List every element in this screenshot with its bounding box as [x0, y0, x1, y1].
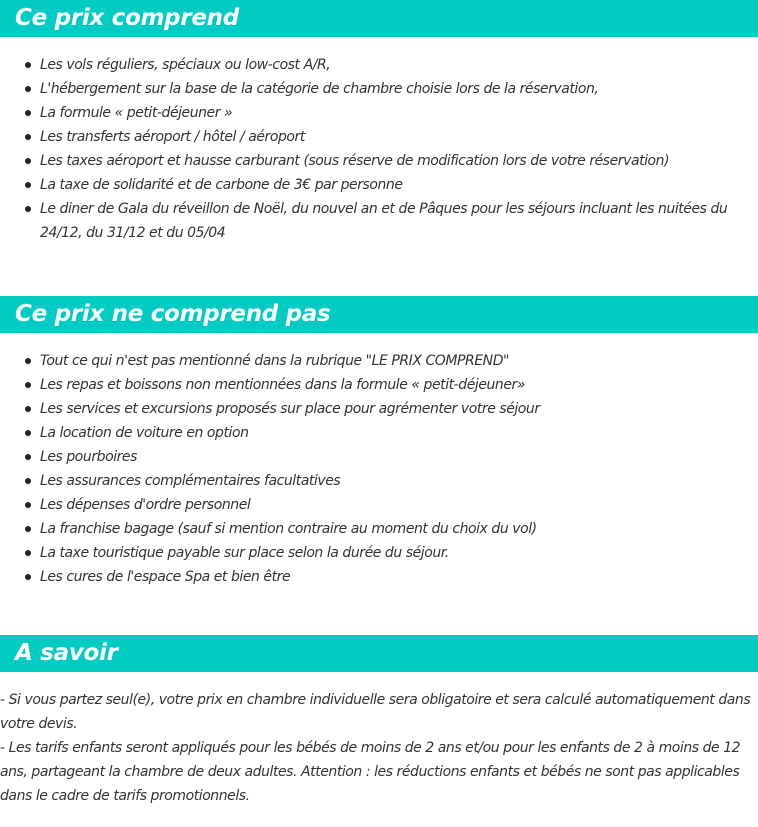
excluded-section-title: Ce prix ne comprend pas [0, 296, 758, 333]
excluded-list [0, 349, 758, 589]
list-item-text: Les repas et boissons non mentionnées dans la formule « petit-déjeuner» [40, 377, 525, 393]
list-item [0, 125, 758, 149]
list-item [0, 349, 758, 373]
list-item-text: La taxe de solidarité et de carbone de 3€ par personne [40, 177, 403, 193]
list-item-text: Les services et excursions proposés sur place pour agrémenter votre séjour [40, 401, 540, 417]
list-item-text: Le diner de Gala du réveillon de Noël, du nouvel an et de Pâques pour les séjours incluant les nuitées du 24/12, du 31/12 et du 05/04 [40, 201, 728, 241]
bullet-icon [25, 182, 31, 188]
info-notes [0, 688, 758, 808]
list-item-text: Les assurances complémentaires facultatives [40, 473, 341, 489]
list-item [0, 373, 758, 397]
info-note: - Si vous partez seul(e), votre prix en chambre individuelle sera obligatoire et sera calculé automatiquement dans votre devis. [0, 692, 751, 732]
bullet-icon [25, 206, 31, 212]
bullet-icon [25, 62, 31, 68]
list-item-text: Les taxes aéroport et hausse carburant (sous réserve de modification lors de votre réservation) [40, 153, 670, 169]
list-item-text: Les cures de l'espace Spa et bien être [40, 569, 291, 585]
list-item [0, 101, 758, 125]
bullet-icon [25, 526, 31, 532]
bullet-icon [25, 158, 31, 164]
list-item-text: Les pourboires [40, 449, 137, 465]
list-item [0, 445, 758, 469]
list-item-text: La formule « petit-déjeuner » [40, 105, 233, 121]
included-list [0, 53, 758, 245]
list-item-text: L'hébergement sur la base de la catégorie de chambre choisie lors de la réservation, [40, 81, 599, 97]
bullet-icon [25, 574, 31, 580]
list-item [0, 77, 758, 101]
list-item [0, 565, 758, 589]
bullet-icon [25, 550, 31, 556]
list-item [0, 469, 758, 493]
list-item-text: La taxe touristique payable sur place selon la durée du séjour. [40, 545, 449, 561]
bullet-icon [25, 502, 31, 508]
list-item [0, 149, 758, 173]
bullet-icon [25, 406, 31, 412]
list-item [0, 53, 758, 77]
list-item-text: La location de voiture en option [40, 425, 249, 441]
bullet-icon [25, 454, 31, 460]
list-item-text: Les vols réguliers, spéciaux ou low-cost A/R, [40, 57, 331, 73]
info-note: - Les tarifs enfants seront appliqués pour les bébés de moins de 2 ans et/ou pour les enfants de 2 à moins de 12 ans, partageant la chambre de deux adultes. Attention : les réductions enfants et bébés ne sont pas applicables dans le cadre de tarifs promotionnels. [0, 740, 741, 804]
bullet-icon [25, 430, 31, 436]
bullet-icon [25, 382, 31, 388]
list-item [0, 421, 758, 445]
included-section-title: Ce prix comprend [0, 0, 758, 37]
list-item [0, 397, 758, 421]
info-section-title: A savoir [0, 635, 758, 672]
list-item-text: Tout ce qui n'est pas mentionné dans la rubrique "LE PRIX COMPREND" [40, 353, 510, 369]
list-item [0, 517, 758, 541]
bullet-icon [25, 86, 31, 92]
list-item [0, 493, 758, 517]
bullet-icon [25, 358, 31, 364]
bullet-icon [25, 110, 31, 116]
list-item-text: La franchise bagage (sauf si mention contraire au moment du choix du vol) [40, 521, 537, 537]
bullet-icon [25, 134, 31, 140]
list-item [0, 173, 758, 197]
list-item [0, 541, 758, 565]
list-item [0, 197, 758, 245]
bullet-icon [25, 478, 31, 484]
list-item-text: Les dépenses d'ordre personnel [40, 497, 251, 513]
list-item-text: Les transferts aéroport / hôtel / aéroport [40, 129, 305, 145]
